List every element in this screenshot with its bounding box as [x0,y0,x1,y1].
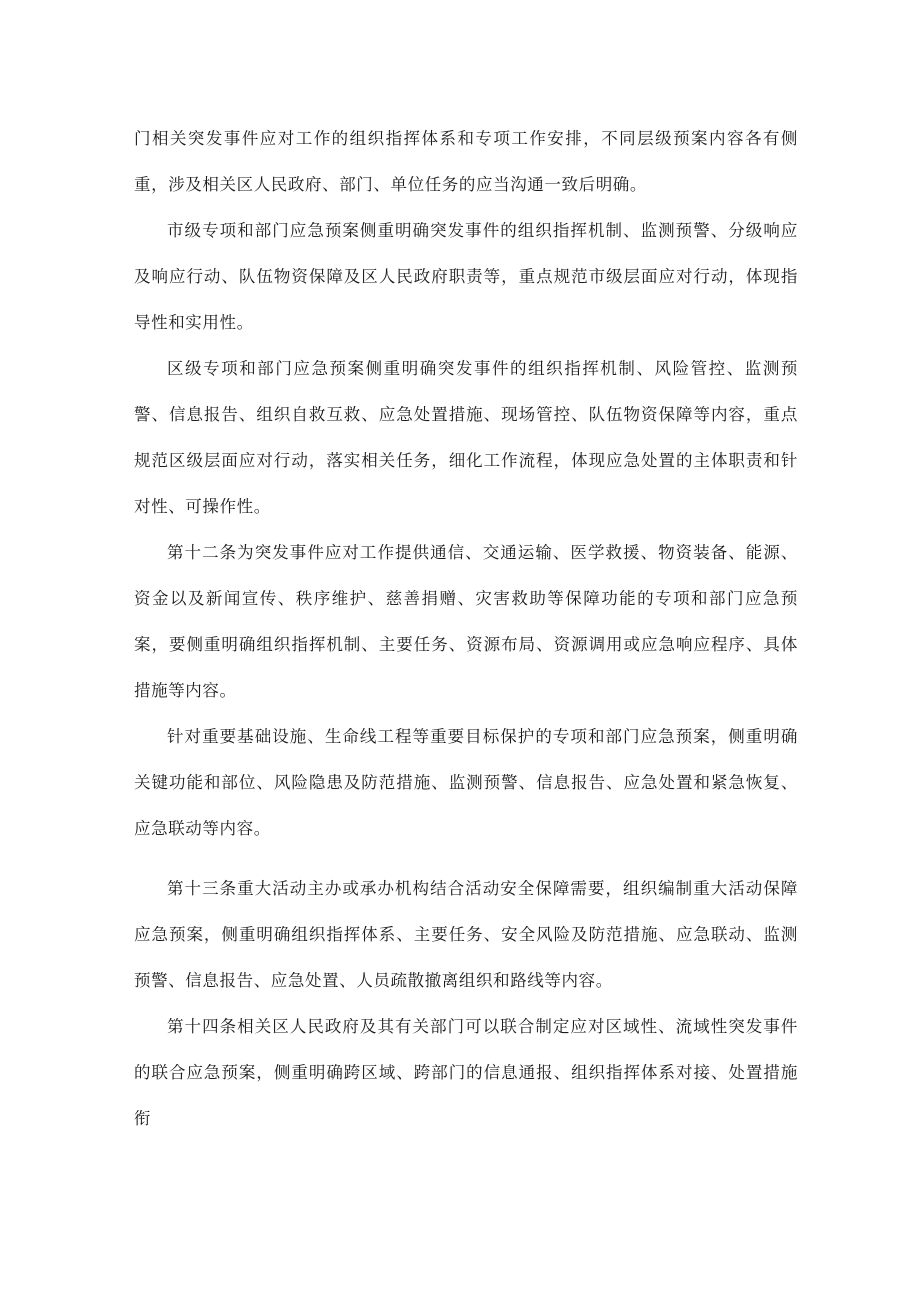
paragraph-municipal-plans: 市级专项和部门应急预案侧重明确突发事件的组织指挥机制、监测预警、分级响应及响应行动、队伍物资保障及区人民政府职责等，重点规范市级层面应对行动，体现指导性和实用性。 [134,221,798,332]
paragraph-district-plans: 区级专项和部门应急预案侧重明确突发事件的组织指挥机制、风险管控、监测预警、信息报告、组织自救互救、应急处置措施、现场管控、队伍物资保障等内容，重点规范区级层面应对行动，落实相关任务，细化工作流程，体现应急处置的主体职责和针对性、可操作性。 [134,359,798,516]
paragraph-article-14: 第十四条相关区人民政府及其有关部门可以联合制定应对区域性、流域性突发事件的联合应急预案，侧重明确跨区域、跨部门的信息通报、组织指挥体系对接、处置措施衔 [134,1017,798,1128]
document-body [134,116,798,1142]
paragraph-infrastructure-plans: 针对重要基础设施、生命线工程等重要目标保护的专项和部门应急预案，侧重明确关键功能和部位、风险隐患及防范措施、监测预警、信息报告、应急处置和紧急恢复、应急联动等内容。 [134,727,798,838]
paragraph-article-12: 第十二条为突发事件应对工作提供通信、交通运输、医学救援、物资装备、能源、资金以及新闻宣传、秩序维护、慈善捐赠、灾害救助等保障功能的专项和部门应急预案，要侧重明确组织指挥机制、主要任务、资源布局、资源调用或应急响应程序、具体措施等内容。 [134,543,798,700]
paragraph-continuation: 门相关突发事件应对工作的组织指挥体系和专项工作安排，不同层级预案内容各有侧重，涉及相关区人民政府、部门、单位任务的应当沟通一致后明确。 [134,129,798,194]
paragraph-article-13: 第十三条重大活动主办或承办机构结合活动安全保障需要，组织编制重大活动保障应急预案，侧重明确组织指挥体系、主要任务、安全风险及防范措施、应急联动、监测预警、信息报告、应急处置、人员疏散撤离组织和路线等内容。 [134,879,798,990]
